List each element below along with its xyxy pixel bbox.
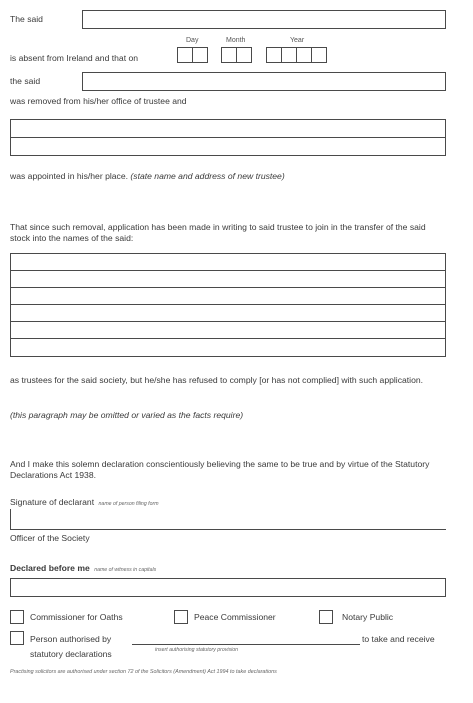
month-digit-2[interactable] (236, 47, 252, 63)
trustee-name-row-1[interactable] (10, 253, 446, 271)
trustee-name-row-4[interactable] (10, 304, 446, 322)
statutory-provision-line[interactable] (132, 644, 360, 645)
signature-field[interactable] (10, 509, 446, 530)
peace-label: Peace Commissioner (194, 612, 276, 622)
person-authorised-checkbox[interactable] (10, 631, 24, 645)
trustee-name-row-2[interactable] (10, 270, 446, 288)
year-digit-1[interactable] (266, 47, 282, 63)
omit-note: (this paragraph may be omitted or varied as the facts require) (10, 410, 244, 420)
officer-label: Officer of the Society (10, 533, 90, 543)
declared-label: Declared before me (10, 563, 90, 573)
year-digit-2[interactable] (281, 47, 297, 63)
year-digit-3[interactable] (296, 47, 312, 63)
witness-name-field[interactable] (10, 578, 446, 597)
signature-label-row (10, 492, 159, 510)
said-label: The said (10, 14, 43, 24)
year-label: Year (290, 37, 305, 44)
signature-note: name of person filing form (98, 501, 159, 507)
trustee-name-row-5[interactable] (10, 321, 446, 339)
peace-checkbox[interactable] (174, 610, 188, 624)
commissioner-label: Commissioner for Oaths (30, 612, 123, 622)
day-digit-2[interactable] (192, 47, 208, 63)
year-digit-4[interactable] (311, 47, 327, 63)
trustees-paragraph: as trustees for the said society, but he/she has refused to comply [or has not complied] with such application. (10, 375, 424, 385)
absent-text: is absent from Ireland and that on (10, 53, 139, 63)
notary-checkbox[interactable] (319, 610, 333, 624)
month-label: Month (226, 37, 246, 44)
take-receive-text: to take and receive (362, 634, 435, 644)
commissioner-checkbox[interactable] (10, 610, 24, 624)
declared-note: name of witness in capitals (94, 567, 157, 573)
new-trustee-line-1[interactable] (10, 119, 446, 138)
month-digit-1[interactable] (221, 47, 237, 63)
trustee-name-row-6[interactable] (10, 338, 446, 357)
solemn-paragraph: And I make this solemn declaration conscientiously believing the same to be true and by virtue of the Statutory Declarations Act 1938. (10, 459, 430, 480)
trustee-name-row-3[interactable] (10, 287, 446, 305)
removed-text: was removed from his/her office of trustee and (10, 96, 187, 106)
declared-label-row (10, 558, 156, 576)
signature-label: Signature of declarant (10, 497, 95, 507)
appointed-note: (state name and address of new trustee) (130, 171, 285, 181)
the-said-field[interactable] (82, 72, 446, 91)
person-authorised-label-2: statutory declarations (30, 649, 112, 659)
said-name-field[interactable] (82, 10, 446, 29)
day-digit-1[interactable] (177, 47, 193, 63)
removal-paragraph: That since such removal, application has been made in writing to said trustee to join in the transfer of the said stock into the names of the said: (10, 222, 426, 243)
the-said-label: the said (10, 76, 41, 86)
day-label: Day (186, 37, 199, 44)
new-trustee-line-2[interactable] (10, 137, 446, 156)
appointed-text: was appointed in his/her place. (10, 171, 129, 181)
appointed-line (10, 171, 285, 182)
notary-label: Notary Public (342, 612, 394, 622)
person-authorised-label: Person authorised by (30, 634, 112, 644)
footer-note: Practising solicitors are authorised under section 72 of the Solicitors (Amendment) Act 1994 to take declarations (10, 669, 277, 675)
insert-note: insert authorising statutory provision (155, 647, 239, 653)
